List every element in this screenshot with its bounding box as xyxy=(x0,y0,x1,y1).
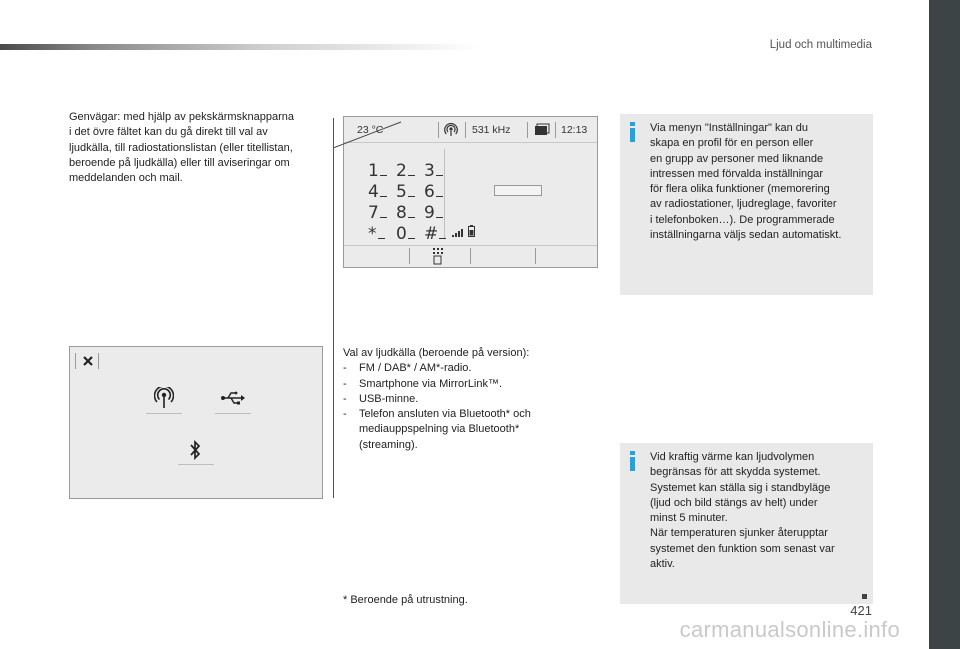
page-mark xyxy=(862,594,867,599)
key-9[interactable]: 9 xyxy=(424,203,452,224)
bluetooth-icon[interactable] xyxy=(189,440,201,460)
number-field[interactable] xyxy=(494,185,542,196)
source-list xyxy=(343,346,531,453)
key-3[interactable]: 3 xyxy=(424,161,452,182)
list-item: - USB-minne. xyxy=(343,392,531,407)
shortcuts-paragraph: Genvägar: med hjälp av pekskärmsknapparna i det övre fältet kan du gå direkt till val av ljudkälla, till radiostationslistan (eller titellistan, beroende på ljudkälla) eller till aviseringar om meddelanden och mail. xyxy=(69,111,295,185)
info-box-heat: Vid kraftig värme kan ljudvolymen begränsas för att skydda systemet. Systemet kan ställa sig i standbyläge (ljud och bild stängs av helt) under minst 5 minuter. När temperaturen sjunker återupptar systemet den funktion som senast var aktiv. xyxy=(620,443,873,604)
callout-line xyxy=(333,120,403,150)
source-selection-screen xyxy=(69,346,323,499)
key-4[interactable]: 4 xyxy=(368,182,396,203)
key-hash[interactable]: # xyxy=(424,224,452,245)
section-title: Ljud och multimedia xyxy=(769,39,872,51)
list-item: - Telefon ansluten via Bluetooth* och mediauppspelning via Bluetooth* (streaming). xyxy=(343,407,531,453)
radio-icon[interactable] xyxy=(444,123,458,137)
info-icon xyxy=(628,122,638,142)
notification-icon[interactable] xyxy=(534,123,550,137)
key-6[interactable]: 6 xyxy=(424,182,452,203)
key-7[interactable]: 7 xyxy=(368,203,396,224)
side-bar xyxy=(929,0,960,649)
header-rule xyxy=(0,44,480,50)
footnote: * Beroende på utrustning. xyxy=(343,594,468,606)
key-0[interactable]: 0 xyxy=(396,224,424,245)
key-5[interactable]: 5 xyxy=(396,182,424,203)
key-2[interactable]: 2 xyxy=(396,161,424,182)
signal-icon xyxy=(452,227,466,237)
key-1[interactable]: 1 xyxy=(368,161,396,182)
info-icon xyxy=(628,451,638,471)
list-item: - Smartphone via MirrorLink™. xyxy=(343,377,531,392)
info-box-profiles: Via menyn "Inställningar" kan du skapa en profil för en person eller en grupp av personer med liknande intressen med förvalda inställningar för flera olika funktioner (memorering av radiostationer, ljudreglage, favoriter i telefonboken…). De programmerade inställningarna väljs sedan automatiskt. xyxy=(620,114,873,295)
clock: 12:13 xyxy=(561,124,588,136)
battery-icon xyxy=(468,225,475,237)
key-star[interactable]: * xyxy=(368,224,396,245)
frequency: 531 kHz xyxy=(472,124,511,136)
list-item: - FM / DAB* / AM*-radio. xyxy=(343,361,531,376)
dial-keypad xyxy=(368,161,452,245)
watermark: carmanualsonline.info xyxy=(679,617,900,642)
page-number: 421 xyxy=(850,603,872,618)
temperature: 23 °C xyxy=(357,124,384,136)
usb-icon[interactable] xyxy=(220,391,246,405)
close-icon[interactable] xyxy=(82,355,94,367)
keypad-icon[interactable] xyxy=(432,247,446,265)
source-list-intro: Val av ljudkälla (beroende på version): xyxy=(343,347,530,359)
column-divider xyxy=(333,118,334,498)
key-8[interactable]: 8 xyxy=(396,203,424,224)
radio-source-icon[interactable] xyxy=(154,387,174,409)
